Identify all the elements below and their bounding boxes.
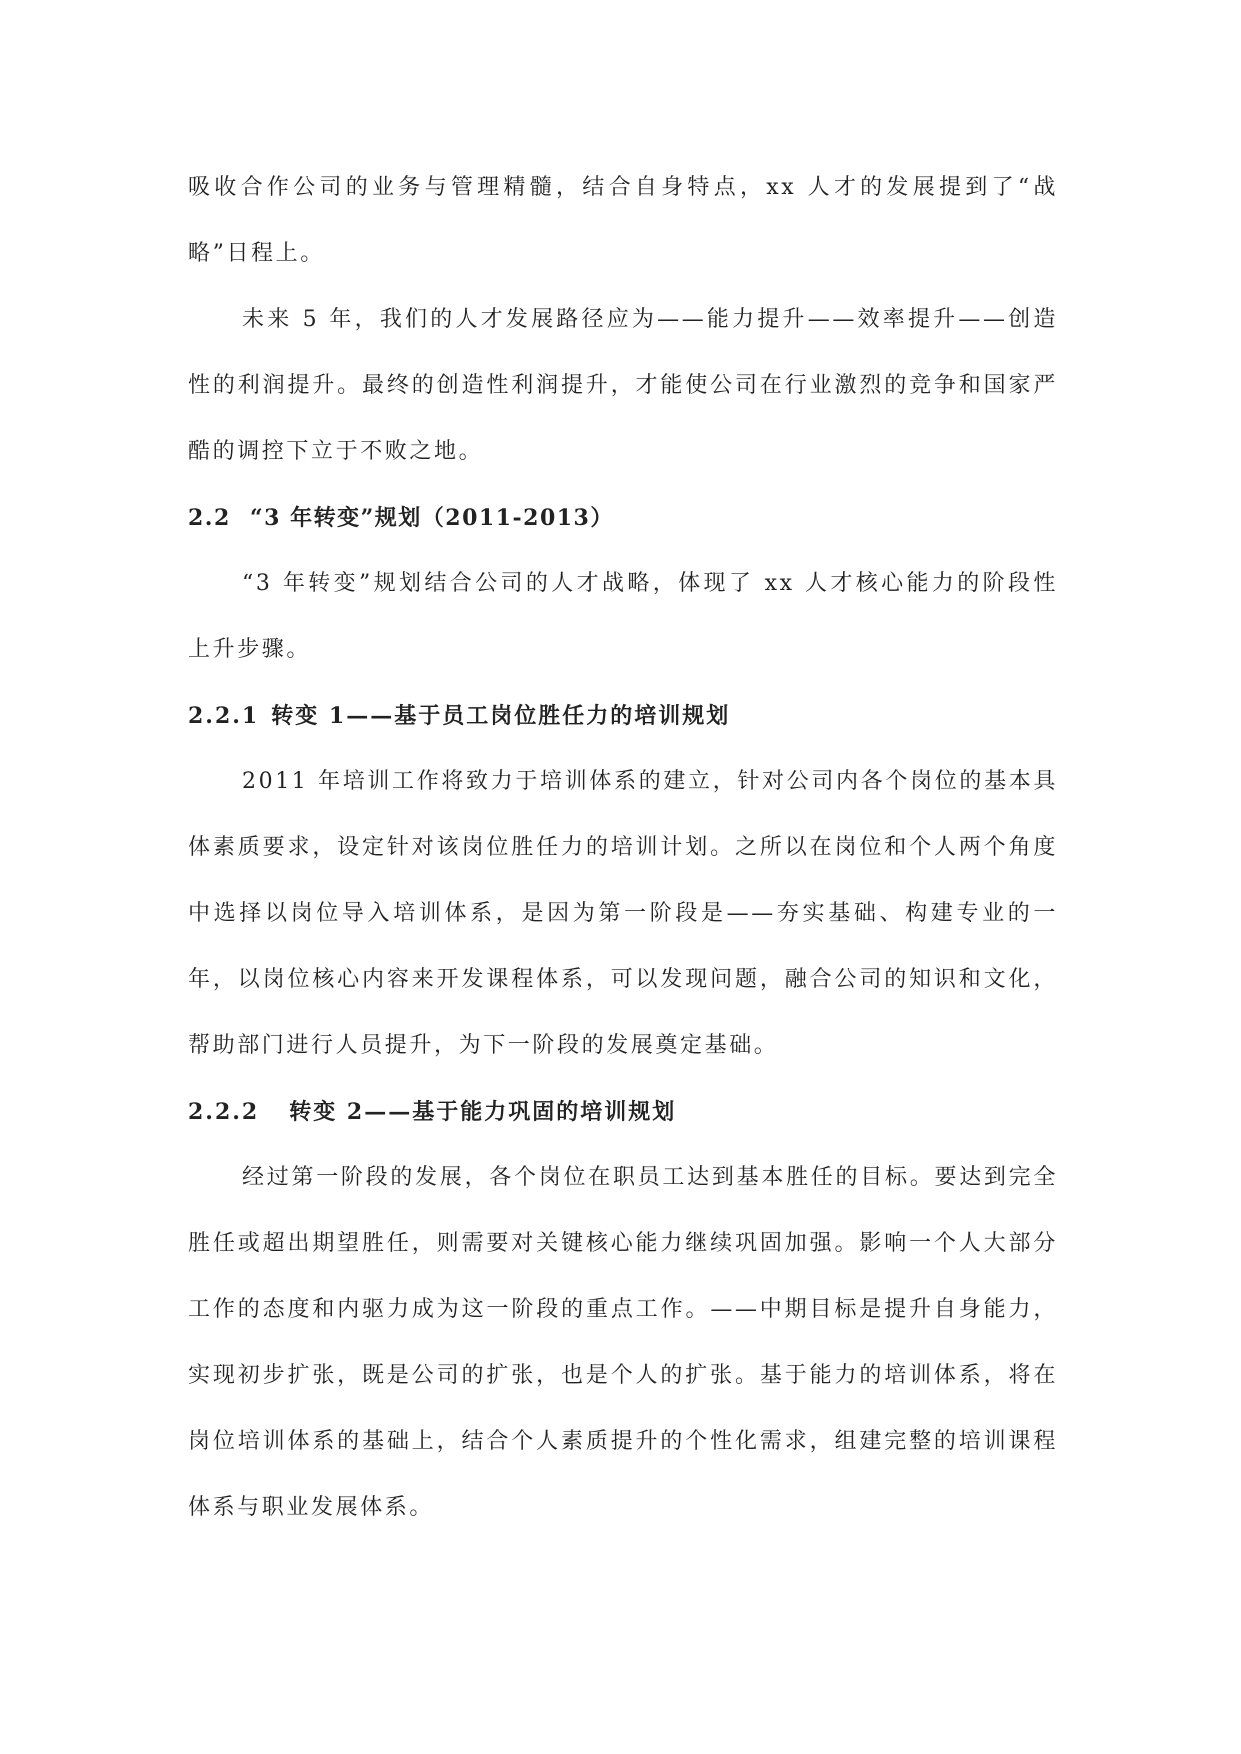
section-number: 2.2 (188, 505, 231, 531)
paragraph-section-intro: “3 年转变”规划结合公司的人才战略，体现了 xx 人才核心能力的阶段性上升步骤。 (188, 571, 1058, 662)
paragraph-continuation: 吸收合作公司的业务与管理精髓，结合自身特点，xx 人才的发展提到了“战略”日程上。 (188, 175, 1058, 266)
subsection-title: 转变 1——基于员工岗位胜任力的培训规划 (271, 703, 731, 729)
document-body (188, 155, 1058, 1541)
subsection-number: 2.2.1 (188, 703, 260, 729)
paragraph-transition-1: 2011 年培训工作将致力于培训体系的建立，针对公司内各个岗位的基本具体素质要求，设定针对该岗位胜任力的培训计划。之所以在岗位和个人两个角度中选择以岗位导入培训体系，是因为第一阶段是——夯实基础、构建专业的一年，以岗位核心内容来开发课程体系，可以发现问题，融合公司的知识和文化，帮助部门进行人员提升，为下一阶段的发展奠定基础。 (188, 769, 1058, 1058)
subsection-heading-2-2-1 (188, 683, 1058, 749)
subsection-title: 转变 2——基于能力巩固的培训规划 (289, 1099, 677, 1125)
section-title: “3 年转变”规划（2011-2013） (250, 505, 614, 531)
paragraph-talent-path: 未来 5 年，我们的人才发展路径应为——能力提升——效率提升——创造性的利润提升。最终的创造性利润提升，才能使公司在行业激烈的竞争和国家严酷的调控下立于不败之地。 (188, 307, 1058, 464)
section-heading-2-2 (188, 485, 1058, 551)
subsection-heading-2-2-2 (188, 1079, 1058, 1145)
subsection-number: 2.2.2 (188, 1099, 260, 1125)
paragraph-transition-2: 经过第一阶段的发展，各个岗位在职员工达到基本胜任的目标。要达到完全胜任或超出期望胜任，则需要对关键核心能力继续巩固加强。影响一个人大部分工作的态度和内驱力成为这一阶段的重点工作。——中期目标是提升自身能力，实现初步扩张，既是公司的扩张，也是个人的扩张。基于能力的培训体系，将在岗位培训体系的基础上，结合个人素质提升的个性化需求，组建完整的培训课程体系与职业发展体系。 (188, 1165, 1058, 1520)
